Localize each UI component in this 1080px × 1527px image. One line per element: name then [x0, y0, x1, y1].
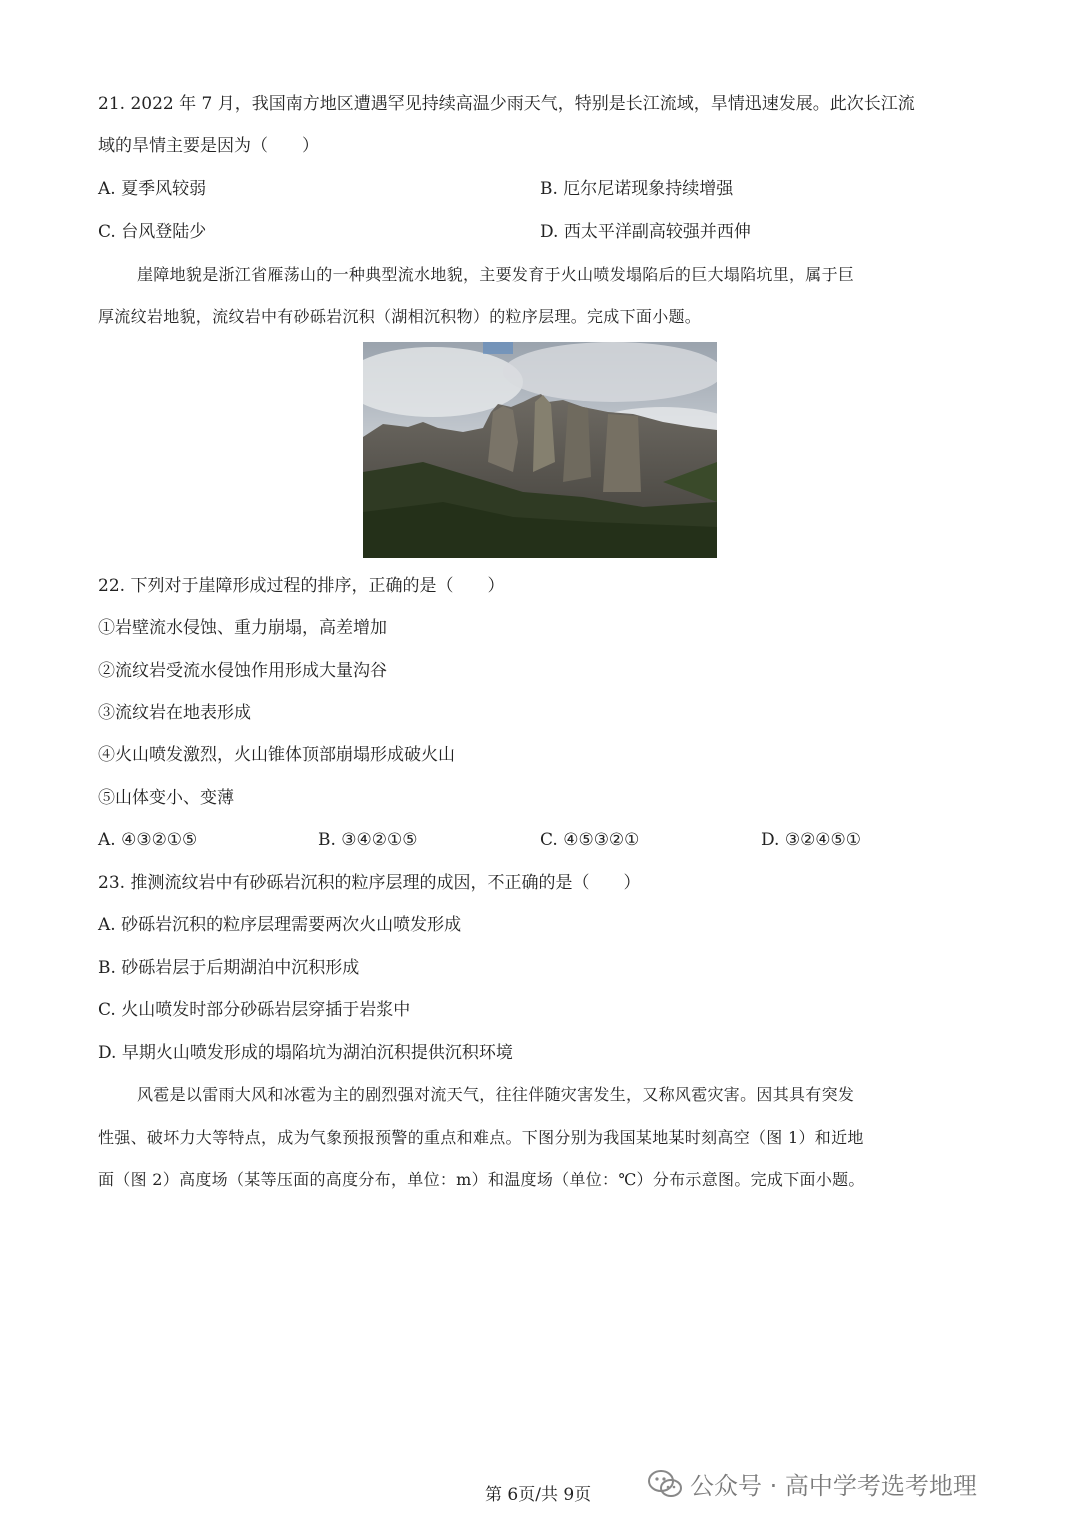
wechat-icon: [648, 1469, 682, 1499]
passage1-line1: 崖障地貌是浙江省雁荡山的一种典型流水地貌，主要发育于火山喷发塌陷后的巨大塌陷坑里，属于巨: [137, 265, 855, 284]
q21-stem-line2: 域的旱情主要是因为（ ）: [98, 136, 319, 156]
q22-stem: 22. 下列对于崖障形成过程的排序，正确的是（ ）: [98, 576, 505, 596]
q21-option-a: A. 夏季风较弱: [98, 179, 207, 199]
q21-option-c: C. 台风登陆少: [98, 222, 207, 242]
q22-item-5: ⑤山体变小、变薄: [98, 788, 234, 808]
q22-item-4: ④火山喷发激烈，火山锥体顶部崩塌形成破火山: [98, 745, 455, 765]
q23-option-d: D. 早期火山喷发形成的塌陷坑为湖泊沉积提供沉积环境: [98, 1043, 513, 1063]
passage1-line2: 厚流纹岩地貌，流纹岩中有砂砾岩沉积（湖相沉积物）的粒序层理。完成下面小题。: [98, 307, 702, 326]
q23-option-c: C. 火山喷发时部分砂砾岩层穿插于岩浆中: [98, 1000, 411, 1020]
q22-item-3: ③流纹岩在地表形成: [98, 703, 251, 723]
q22-option-a: A. ④③②①⑤: [98, 830, 198, 850]
q23-option-a: A. 砂砾岩沉积的粒序层理需要两次火山喷发形成: [98, 915, 462, 935]
passage2-line2: 性强、破坏力大等特点，成为气象预报预警的重点和难点。下图分别为我国某地某时刻高空（图 1）和近地: [98, 1128, 864, 1147]
q22-option-d: D. ③②④⑤①: [761, 830, 862, 850]
q22-item-2: ②流纹岩受流水侵蚀作用形成大量沟谷: [98, 661, 387, 681]
q22-option-b: B. ③④②①⑤: [318, 830, 418, 850]
page-number: 第 6页/共 9页: [485, 1485, 592, 1505]
q21-option-b: B. 厄尔尼诺现象持续增强: [540, 179, 734, 199]
passage2-line1: 风雹是以雷雨大风和冰雹为主的剧烈强对流天气，往往伴随灾害发生，又称风雹灾害。因其具有突发: [137, 1085, 855, 1104]
q21-option-d: D. 西太平洋副高较强并西伸: [540, 222, 751, 242]
q23-option-b: B. 砂砾岩层于后期湖泊中沉积形成: [98, 958, 360, 978]
watermark-text: 公众号 · 高中学考选考地理: [690, 1472, 977, 1500]
watermark: [648, 1466, 977, 1501]
q22-option-c: C. ④⑤③②①: [540, 830, 640, 850]
q22-item-1: ①岩壁流水侵蚀、重力崩塌，高差增加: [98, 618, 387, 638]
passage2-line3: 面（图 2）高度场（某等压面的高度分布，单位：m）和温度场（单位：℃）分布示意图。完成下面小题。: [98, 1170, 865, 1189]
q21-stem-line1: 21. 2022 年 7 月，我国南方地区遭遇罕见持续高温少雨天气，特别是长江流域，旱情迅速发展。此次长江流: [98, 94, 915, 114]
q23-stem: 23. 推测流纹岩中有砂砾岩沉积的粒序层理的成因，不正确的是（ ）: [98, 873, 641, 893]
cliff-landscape-photo: [363, 342, 717, 558]
